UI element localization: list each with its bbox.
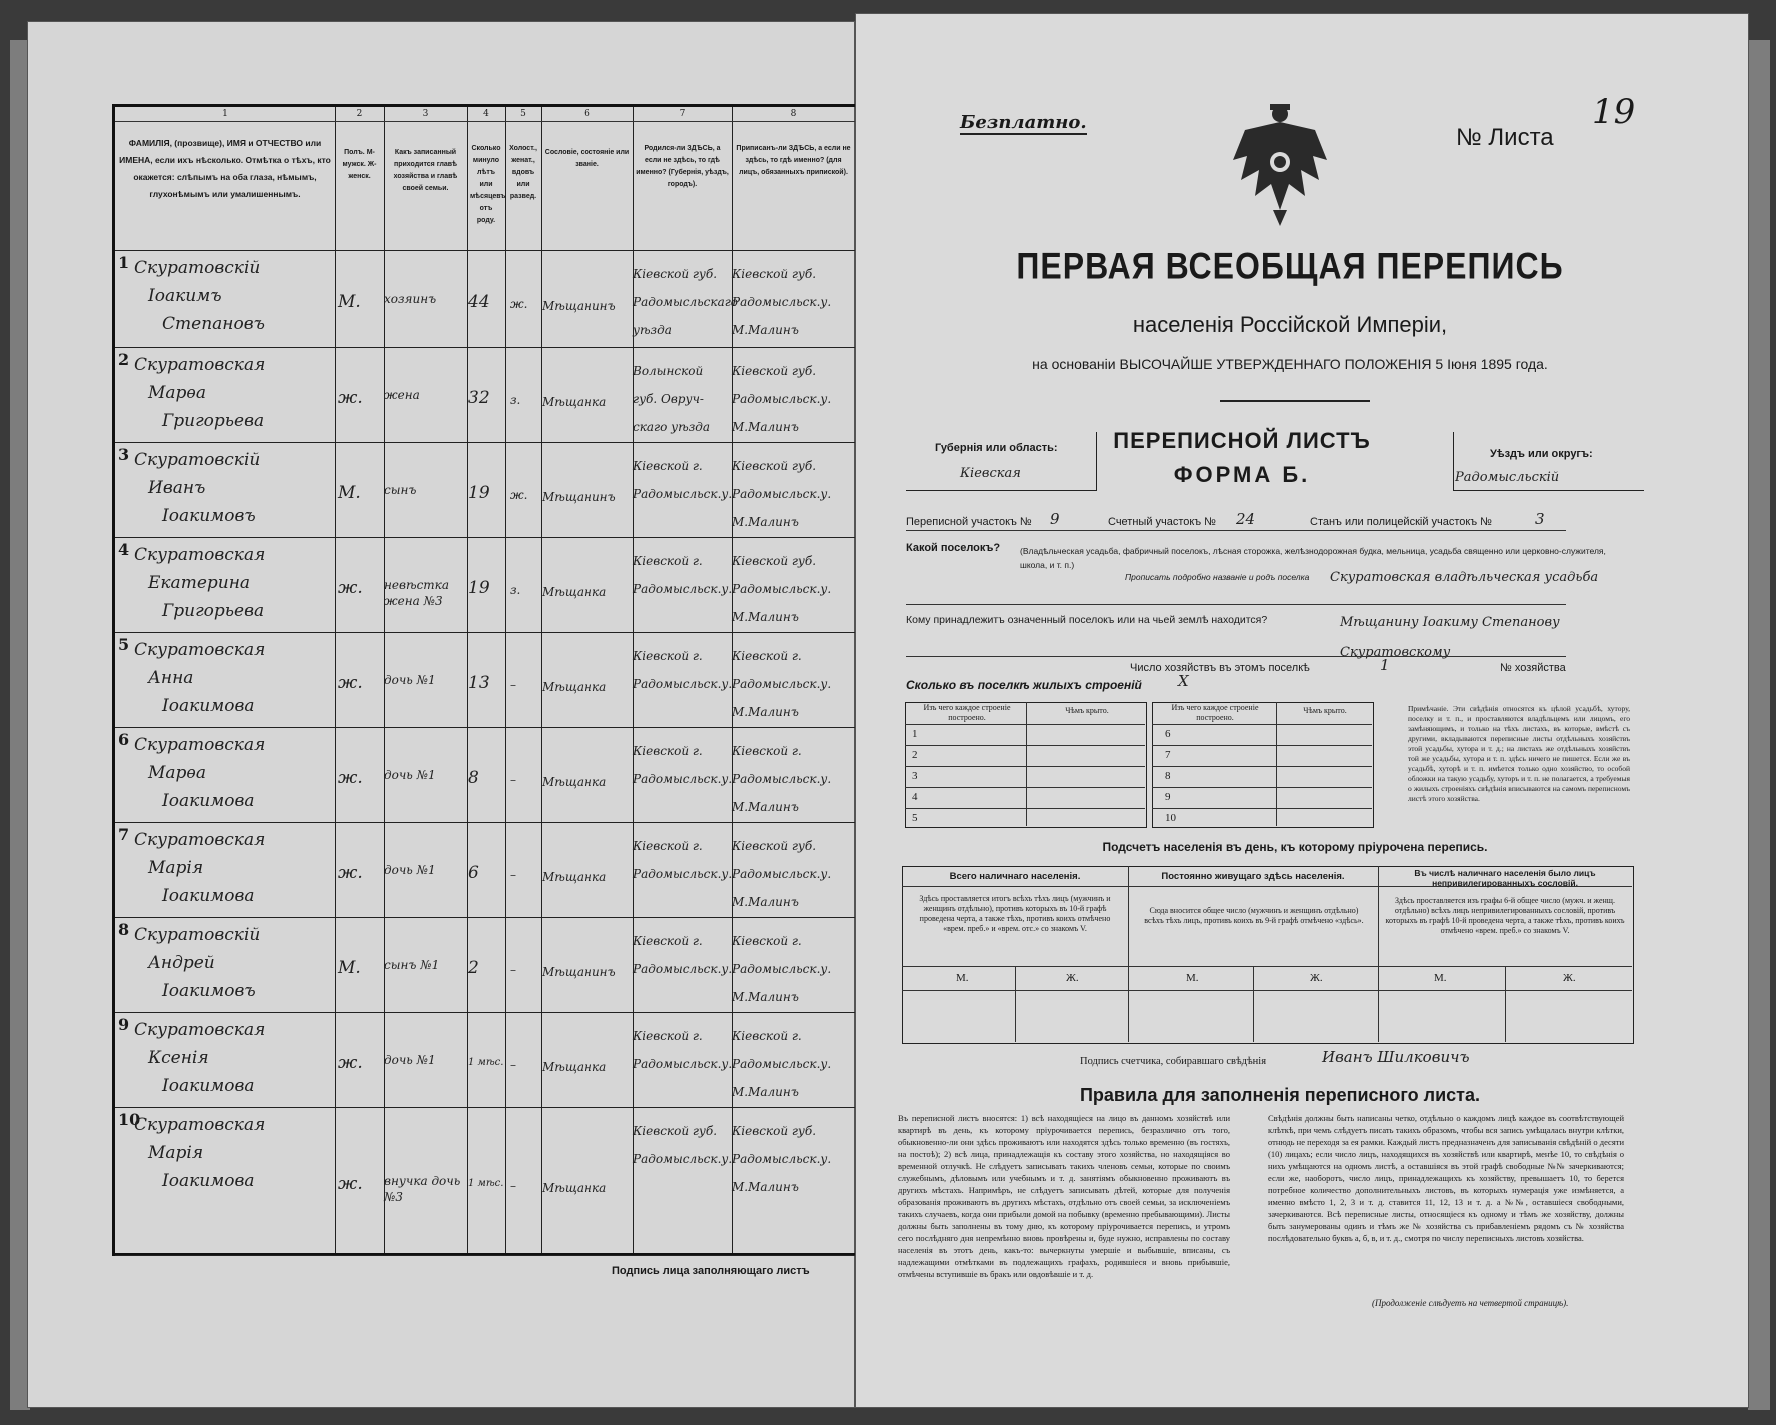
col-number: 4 [467,107,505,122]
marital-value: з. [510,582,521,597]
page-title: ПЕРВАЯ ВСЕОБЩАЯ ПЕРЕПИСЬ [1016,245,1564,287]
col-divider [1015,966,1016,1042]
col-number: 8 [732,107,855,122]
marital-value: – [510,1057,516,1072]
bldg-header-roof: Чѣмъ крыто. [1065,706,1109,715]
birthplace-line: Радомысльск.у. [633,867,733,881]
pop-col-resident: Постоянно живущаго здѣсь населенія. [1161,871,1345,882]
fill-line [906,656,1566,657]
registration-line: Радомысльск.у. [732,867,832,881]
bldg-row-number: 6 [1165,728,1171,740]
col-divider [1253,966,1254,1042]
bldg-header-material: Изъ чего каждое строеніе построено. [1171,703,1259,722]
population-table [902,866,1634,1044]
uezd-value: Радомысльскій [1455,470,1560,485]
person-name: Іоакимъ [148,286,222,306]
sex-value: ж. [338,862,363,883]
sheet-title: ПЕРЕПИСНОЙ ЛИСТЪ [1113,428,1371,453]
female-label: Ж. [1066,972,1079,984]
divider [1220,400,1370,402]
person-name: Скуратовская [134,545,266,565]
header-registration: Приписанъ-ли ЗДѢСЬ, а если не здѣсь, то гдѣ именно? (для лицъ, обязанныхъ припиской). [736,145,851,176]
settlement-value: Скуратовская владѣльческая усадьба [1330,570,1599,585]
age-value: 19 [468,482,490,503]
col-divider [505,107,506,1253]
header-sex: Полъ. М-мужск. Ж-женск. [342,149,377,180]
gubernia-value: Кіевская [960,466,1021,481]
estate-value: Мѣщанка [542,1181,607,1195]
col-number: 7 [633,107,732,122]
person-name: Григорьева [162,411,265,431]
registration-line: Радомысльск.у. [732,962,832,976]
relation-value: хозяинъ [384,291,437,306]
sex-value: М. [338,957,361,978]
row-divider [115,442,855,443]
counter-signature-label: Подпись счетчика, собиравшаго свѣдѣнія [1080,1056,1267,1067]
col-number: 3 [384,107,467,122]
age-value: 6 [468,862,479,883]
settlement-hint: (Владѣльческая усадьба, фабричный поселокъ, лѣсная сторожка, желѣзнодорожная будка, мельница, усадьба священно или церковно-служителя, школа, и т. п.) [1020,546,1606,570]
row-number: 5 [118,635,130,654]
page-stack-edge [1748,40,1770,1410]
registration-line: Радомысльск.у. [732,392,832,406]
birthplace-line: Радомысльск.у. [633,772,733,786]
household-number-label: № хозяйства [1500,662,1566,674]
birthplace-line: Волынской [633,364,704,378]
bldg-row-number: 3 [912,770,918,782]
col-divider [335,107,336,1253]
row-divider [115,917,855,918]
age-value: 1 мѣс. [468,1178,504,1189]
bldg-header-roof: Чѣмъ крыто. [1303,706,1347,715]
registration-line: М.Малинъ [732,420,799,434]
marital-value: з. [510,392,521,407]
header-divider [115,250,855,251]
header-birthplace: Родился-ли ЗДѢСЬ, а если не здѣсь, то гдѣ именно? (Губернія, уѣздъ, городъ). [636,145,729,188]
bldg-row-divider [905,787,1145,788]
households-value: 1 [1380,656,1390,674]
person-name: Скуратовская [134,640,266,660]
stan-value: 3 [1535,510,1545,528]
settlement-hint-detail: Прописать подробно названіе и родъ поселка [1125,572,1310,582]
bldg-row-divider [1152,766,1372,767]
estate-value: Мѣщанка [542,394,607,409]
registration-line: Кіевской губ. [732,1124,817,1138]
header-estate: Сословіе, состояніе или званіе. [544,149,630,168]
col-divider [1378,866,1379,1042]
bldg-row-divider [1152,808,1372,809]
population-title: Подсчетъ населенія въ день, къ которому пріурочена перепись. [1102,840,1488,854]
estate-value: Мѣщанка [542,774,607,789]
registration-line: Радомысльск.у. [732,1057,832,1071]
col-number: 1 [115,107,335,122]
pop-col-total-text: Здѣсь проставляется итогъ всѣхъ тѣхъ лицъ (мужчинъ и женщинъ отдѣльно), противъ которыхъ въ 10-й графѣ проведена черта, а также тѣхъ, противъ коихъ отмѣчено «врем. преб.» и «врем. отс.» со знакомъ V. [919,894,1111,933]
marital-value: – [510,677,516,692]
col-number: 5 [505,107,541,122]
page-subtitle: населенія Россійской Имперіи, [1132,312,1448,337]
col-divider [1505,966,1506,1042]
registration-line: Кіевской губ. [732,554,817,568]
bldg-row-divider [1152,724,1372,725]
age-value: 2 [468,957,479,978]
bldg-row-number: 5 [912,812,918,824]
relation-value: жена [384,387,420,402]
relation-value: внучка дочь №3 [384,1174,461,1204]
relation-value: сынъ [384,482,417,497]
row-divider [902,990,1632,991]
census-district-value: 9 [1050,510,1060,528]
owner-value: Мѣщанину Іоакиму Степанову Скуратовскому [1340,615,1560,660]
person-name: Іоакимовъ [162,981,256,1001]
bldg-row-number: 4 [912,791,918,803]
owner-label: Кому принадлежитъ означенный поселокъ или на чьей землѣ находится? [906,614,1268,626]
marital-value: – [510,772,516,787]
age-value: 19 [468,577,490,598]
estate-value: Мѣщанка [542,1059,607,1074]
header-name: ФАМИЛІЯ, (прозвище), ИМЯ и ОТЧЕСТВО или ИМЕНА, если ихъ нѣсколько. Отмѣтка о тѣхъ, кто окажется: слѣпымъ на оба глаза, нѣмымъ, глухонѣмымъ или умалишеннымъ. [119,138,331,199]
buildings-label: Сколько въ поселкѣ жилыхъ строеній [906,678,1142,692]
person-name: Григорьева [162,601,265,621]
counting-district-label: Счетный участокъ № [1108,516,1216,528]
relation-value: сынъ №1 [384,957,440,972]
person-name: Скуратовскій [134,258,261,278]
person-name: Скуратовская [134,830,266,850]
relation-value: дочь №1 [384,862,436,877]
age-value: 8 [468,767,479,788]
uezd-label: Уѣздъ или округъ: [1490,448,1593,460]
registration-line: М.Малинъ [732,895,799,909]
marital-value: – [510,962,516,977]
person-name: Степановъ [162,314,265,334]
bldg-row-divider [905,766,1145,767]
row-divider [115,1107,855,1108]
birthplace-line: Радомысльск.у. [633,582,733,596]
row-number: 7 [118,825,130,844]
gubernia-box [906,432,1097,491]
registration-line: Кіевской г. [732,649,802,663]
birthplace-line: Кіевской г. [633,459,703,473]
buildings-value: Х [1178,672,1189,690]
sex-value: М. [338,482,361,503]
estate-value: Мѣщанка [542,584,607,599]
birthplace-line: Кіевской губ. [633,267,718,281]
row-divider [115,1012,855,1013]
estate-value: Мѣщанка [542,869,607,884]
header-age: Сколько минуло лѣтъ или мѣсяцевъ отъ роду. [470,145,506,224]
age-value: 13 [468,672,490,693]
sex-value: ж. [338,767,363,788]
row-number: 8 [118,920,130,939]
person-name: Скуратовская [134,1115,266,1135]
row-divider [115,347,855,348]
bldg-row-number: 10 [1165,812,1176,824]
person-name: Іоакимова [162,886,255,906]
sex-value: ж. [338,672,363,693]
birthplace-line: Радомысльск.у. [633,1057,733,1071]
households-label: Число хозяйствъ въ этомъ поселкѣ [1130,662,1310,674]
bldg-row-number: 9 [1165,791,1171,803]
registration-line: Радомысльск.у. [732,772,832,786]
registration-line: Кіевской губ. [732,839,817,853]
bldg-row-divider [1152,745,1372,746]
row-divider [902,966,1632,967]
registration-line: М.Малинъ [732,323,799,337]
row-divider [115,822,855,823]
fill-line [906,604,1566,605]
bldg-row-number: 8 [1165,770,1171,782]
age-value: 1 мѣс. [468,1056,504,1068]
rules-title: Правила для заполненія переписного листа. [1079,1085,1481,1105]
person-name: Анна [148,668,194,688]
estate-value: Мѣщанинъ [542,489,616,504]
birthplace-line: Кіевской г. [633,554,703,568]
pop-col-unprivileged: Въ числѣ наличнаго населенія было лицъ непривилегированныхъ сословій. [1414,868,1596,888]
marital-value: – [510,867,516,882]
bldg-header-material: Изъ чего каждое строеніе построено. [923,703,1011,722]
registration-line: М.Малинъ [732,705,799,719]
registration-line: Радомысльск.у. [732,582,832,596]
page-stack-edge-left [10,40,30,1410]
row-number: 6 [118,730,130,749]
sheet-number-value: 19 [1592,92,1636,132]
person-name: Ксенія [148,1048,209,1068]
registration-line: М.Малинъ [732,990,799,1004]
row-number: 2 [118,350,130,369]
row-number: 9 [118,1015,130,1034]
birthplace-line: Радомысльск.у. [633,1152,733,1166]
registration-line: М.Малинъ [732,610,799,624]
registration-line: Кіевской губ. [732,364,817,378]
birthplace-line: Радомысльскаго [633,295,739,309]
sex-value: ж. [338,387,363,408]
registration-line: Кіевской губ. [732,459,817,473]
free-label: Безплатно. [960,112,1087,133]
relation-value: дочь №1 [384,672,436,687]
form-label: ФОРМА Б. [1173,462,1311,487]
birthplace-line: Кіевской губ. [633,1124,718,1138]
legal-basis: на основаніи ВЫСОЧАЙШЕ УТВЕРЖДЕННАГО ПОЛОЖЕНІЯ 5 Іюня 1895 года. [1032,356,1548,372]
bldg-row-number: 1 [912,728,918,740]
female-label: Ж. [1563,972,1576,984]
rules-left-column: Въ переписной листъ вносятся: 1) всѣ находящіеся на лицо въ данномъ хозяйствѣ или квартирѣ въ день, къ которому пріурочивается перепись, безразлично отъ того, обыкновенно-ли они здѣсь проживаютъ или находятся здѣсь только временно (въ гостяхъ, на постоѣ); 2) всѣ лица, принадлежащія къ составу этого хозяйства, но находящіяся во временной отлучкѣ. Не слѣдуетъ записывать такихъ членовъ семьи, которые по своимъ служебнымъ, дѣловымъ или учебнымъ и т. д. занятіямъ обыкновенно проживаютъ въ другихъ мѣстахъ. Напримѣръ, не слѣдуетъ записывать дѣтей, которые для полученія образованія проживаютъ въ другихъ мѣстахъ, отдѣльно отъ своей семьи, за исключеніемъ такихъ случаевъ, когда они прибыли домой на побывку (временно пребывающими). Листы должны быть заполнены въ тому дню, къ которому пріурочивается перепись, и утромъ сего послѣдняго дня непремѣнно вновь провѣрены и, буде нужно, исправлены по составу населенія въ этотъ день, какъ-то: вычеркнуты умершіе и выбывшіе, вписаны, съ надлежащими отмѣтками въ подлежащихъ графахъ, родившіеся и вновь прибывшіе, отмѣчены вступившіе въ бракъ или овдовѣвшіе и т. д. [898,1113,1230,1279]
person-name: Іоакимова [162,791,255,811]
gubernia-label: Губернія или область: [935,442,1058,454]
male-label: М. [1434,972,1447,984]
pop-col-total: Всего наличнаго населенія. [949,871,1081,882]
row-divider [115,537,855,538]
birthplace-line: Кіевской г. [633,934,703,948]
birthplace-line: Радомысльск.у. [633,677,733,691]
continued-note: (Продолженіе слѣдуетъ на четвертой страницѣ). [1372,1298,1569,1308]
birthplace-line: уѣзда [633,323,672,337]
birthplace-line: Кіевской г. [633,1029,703,1043]
registration-line: Радомысльск.у. [732,487,832,501]
row-divider [115,727,855,728]
sex-value: ж. [338,577,363,598]
row-number: 1 [118,253,130,272]
sex-value: ж. [338,1174,363,1194]
birthplace-line: Радомысльск.у. [633,487,733,501]
person-name: Иванъ [148,478,206,498]
person-name: Скуратовская [134,735,266,755]
bldg-row-divider [905,724,1145,725]
sex-value: М. [338,291,361,312]
person-name: Скуратовскій [134,450,261,470]
registration-line: Кіевской г. [732,1029,802,1043]
header-marital: Холост., женат., вдовъ или развед. [509,145,537,200]
rules-right-column: Свѣдѣнія должны быть написаны четко, отдѣльно о каждомъ лицѣ каждое въ соотвѣтствующей клѣткѣ, при чемъ слѣдуетъ писать такихъ образомъ, чтобы вся запись умѣщалась внутри клѣтки, отнюдь не переходя за ея рамки. Каждый листъ предназначенъ для записыванія свѣдѣній о десяти (10) лицахъ; если число лицъ, находящихся въ хозяйствѣ или квартирѣ, менѣе 10, то свѣдѣнія о нихъ умѣщаются на одномъ листѣ, а оставшіяся въ этой графѣ свободные №№ зачеркиваются; если же, наоборотъ, число лицъ, принадлежащихъ къ хозяйству, превышаетъ 10, то берется потребное количество дополнительныхъ листовъ, въ которыхъ нумерація уже измѣняется, а именно вмѣсто 1, 2, 3 и т. д. ставится 11, 12, 13 и т. д. а №№, оставшіеся свободными, зачеркиваются. Всѣ переписные листы, относящіеся къ одному и тѣмъ же хозяйству, должны быть занумерованы одинъ и тѣмъ же № хозяйства съ прибавленіемъ рядомъ съ № хозяйства послѣдовательно буквъ а, б, в, и т. д., смотря по числу переписныхъ листовъ хозяйства. [1268,1113,1624,1243]
stan-label: Станъ или полицейскій участокъ № [1310,516,1492,528]
person-name: Іоакимовъ [162,506,256,526]
row-number: 3 [118,445,130,464]
person-name: Скуратовскій [134,925,261,945]
relation-value: дочь №1 [384,1052,436,1067]
settlement-label: Какой поселокъ? [906,542,1001,554]
marital-value: – [510,1179,516,1193]
person-name: Марія [148,1143,204,1163]
person-name: Скуратовская [134,1020,266,1040]
registration-line: Радомысльск.у. [732,1152,832,1166]
signature-label: Подпись лица заполняющаго листъ [612,1265,810,1277]
col-divider [1128,866,1129,1042]
person-name: Марѳа [148,763,206,783]
row-number: 10 [118,1110,141,1129]
row-number: 4 [118,540,130,559]
row-divider [115,1255,855,1256]
relation-value: дочь №1 [384,767,436,782]
row-divider [115,632,855,633]
estate-value: Мѣщанинъ [542,298,616,313]
birthplace-line: Кіевской г. [633,839,703,853]
fill-line [906,530,1566,531]
registration-line: Кіевской г. [732,934,802,948]
buildings-note: Примѣчаніе. Эти свѣдѣнія относятся къ цѣлой усадьбѣ, хутору, поселку и т. п., и проставляются владѣльцемъ или лицомъ, его замѣняющимъ, и только на тѣхъ листахъ, въ которые, вмѣстѣ съ другими, вкладываются переписные листы отдѣльныхъ хозяйствъ этой усадьбы, хутора и т. д.; на листахъ же отдѣльныхъ хозяйствъ той же усадьбы, хутора и т. п. здѣсь ничего не пишется. Если же въ усадьбѣ, хуторѣ и т. п. имѣется только одно хозяйство, то особой обложки на такую усадьбу, хуторъ и т. п. не полагается, а требуемыя о жилыхъ строеніяхъ свѣдѣнія вписываются на самомъ переписномъ листѣ этого хозяйства. [1408,704,1630,803]
counting-district-value: 24 [1236,510,1256,528]
birthplace-line: Радомысльск.у. [633,962,733,976]
pop-col-resident-text: Сюда вносится общее число (мужчинъ и женщинъ отдѣльно) всѣхъ тѣхъ лицъ, противъ коихъ въ 9-й графѣ отмѣчено «здѣсь». [1144,906,1364,925]
age-value: 32 [468,387,490,408]
marital-value: ж. [510,487,528,502]
sheet-number-label: № Листа [1456,124,1554,151]
census-district-label: Переписной участокъ № [906,516,1032,528]
person-name: Екатерина [148,573,251,593]
col-number: 6 [541,107,633,122]
imperial-eagle-emblem [1225,100,1335,228]
pop-col-unprivileged-text: Здѣсь проставляется изъ графы 6-й общее число (мужч. и женщ. отдѣльно) всѣхъ лицъ непривилегированныхъ сословій, противъ которыхъ въ графѣ 10-й проведена черта, а также тѣхъ, противъ коихъ отмѣчено «врем. преб.» со знакомъ V. [1385,896,1625,935]
age-value: 44 [468,291,490,312]
bldg-row-divider [905,745,1145,746]
estate-value: Мѣщанинъ [542,964,616,979]
female-label: Ж. [1310,972,1323,984]
birthplace-line: губ. Овруч- [633,392,704,406]
col-number: 2 [335,107,384,122]
sex-value: ж. [338,1052,363,1073]
birthplace-line: скаго уѣзда [633,420,710,434]
birthplace-line: Кіевской г. [633,744,703,758]
registration-line: Кіевской губ. [732,267,817,281]
header-relation: Какъ записанный приходится главѣ хозяйства и главѣ своей семьи. [393,149,458,192]
registration-line: М.Малинъ [732,1180,799,1194]
bldg-row-number: 7 [1165,749,1171,761]
marital-value: ж. [510,296,528,311]
person-name: Іоакимова [162,696,255,716]
bldg-row-divider [1152,787,1372,788]
bldg-row-number: 2 [912,749,918,761]
registration-line: Радомысльск.у. [732,295,832,309]
person-name: Іоакимова [162,1171,255,1191]
person-name: Марѳа [148,383,206,403]
person-name: Скуратовская [134,355,266,375]
registration-line: Кіевской г. [732,744,802,758]
person-name: Іоакимова [162,1076,255,1096]
registration-line: М.Малинъ [732,800,799,814]
birthplace-line: Кіевской г. [633,649,703,663]
registration-line: Радомысльск.у. [732,677,832,691]
registration-line: М.Малинъ [732,1085,799,1099]
person-name: Андрей [148,953,215,973]
person-name: Марія [148,858,204,878]
bldg-row-divider [905,808,1145,809]
male-label: М. [956,972,969,984]
estate-value: Мѣщанка [542,679,607,694]
male-label: М. [1186,972,1199,984]
counter-signature-value: Иванъ Шилковичъ [1322,1048,1470,1066]
relation-value: невѣстка жена №3 [384,577,449,608]
registration-line: М.Малинъ [732,515,799,529]
